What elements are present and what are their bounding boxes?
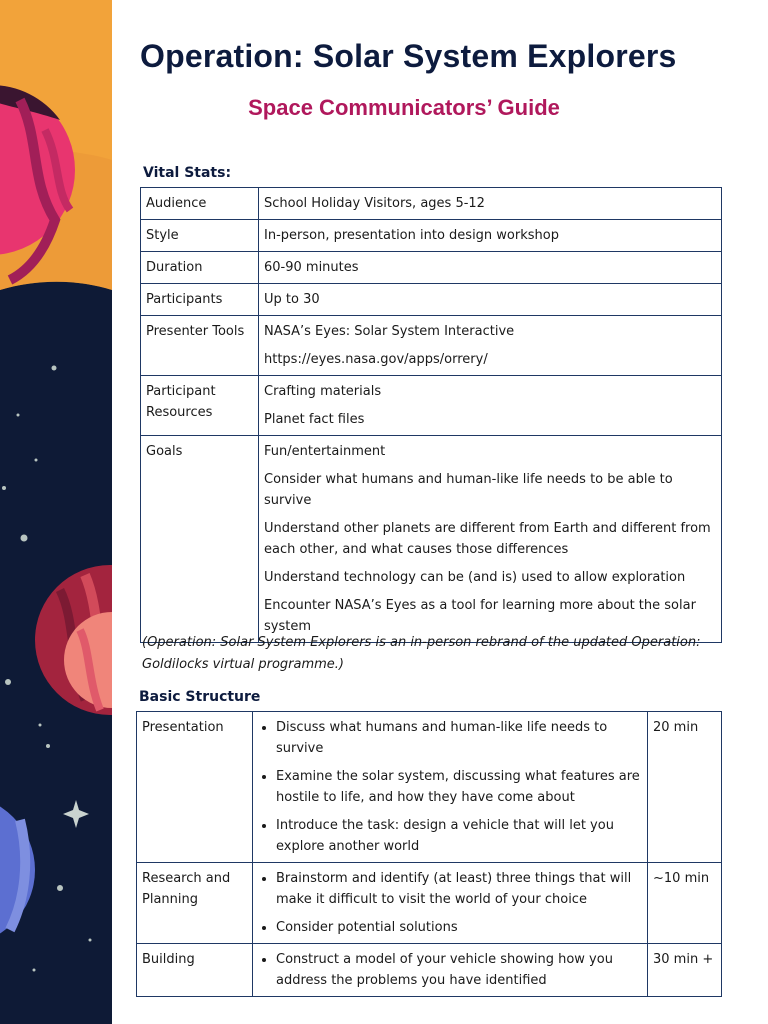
stat-value xyxy=(259,316,722,376)
stat-label: Presenter Tools xyxy=(141,316,259,376)
stat-value-line: Understand other planets are different from Earth and different from each other, and what causes those differences xyxy=(264,521,711,557)
stat-label: Goals xyxy=(141,436,259,643)
stage-time: ~10 min xyxy=(648,863,722,944)
stat-value-line: Crafting materials xyxy=(264,384,382,399)
table-row xyxy=(141,252,722,284)
list-item: • Examine the solar system, discussing what features are hostile to life, and how they have come about xyxy=(276,766,643,808)
document-content xyxy=(112,0,768,1024)
table-row xyxy=(141,376,722,436)
stat-label: Audience xyxy=(141,188,259,220)
stat-value-line: NASA’s Eyes: Solar System Interactive xyxy=(264,324,515,339)
vital-stats-table xyxy=(140,187,722,643)
stat-value-line: Planet fact files xyxy=(264,412,365,427)
stat-value-line: Encounter NASA’s Eyes as a tool for learning more about the solar system xyxy=(264,598,696,634)
rebrand-note: (Operation: Solar System Explorers is an in-person rebrand of the updated Operation: Goldilocks virtual programme.) xyxy=(142,635,701,672)
list-item: • Brainstorm and identify (at least) three things that will make it difficult to visit the world of your choice xyxy=(276,868,643,910)
stage-name: Building xyxy=(137,944,253,997)
stat-label: Participant Resources xyxy=(141,376,259,436)
activity-list xyxy=(258,868,643,938)
stage-name: Research and Planning xyxy=(137,863,253,944)
table-row xyxy=(141,188,722,220)
stat-value-line: 60-90 minutes xyxy=(264,260,359,275)
space-illustration xyxy=(0,0,112,1024)
stat-value xyxy=(259,284,722,316)
stage-activities xyxy=(253,712,648,863)
stage-name: Presentation xyxy=(137,712,253,863)
table-row xyxy=(141,316,722,376)
page-subtitle: Space Communicators’ Guide xyxy=(248,95,560,120)
list-item: • Discuss what humans and human-like life needs to survive xyxy=(276,717,643,759)
stage-time: 30 min + xyxy=(648,944,722,997)
activity-list xyxy=(258,717,643,857)
table-row xyxy=(141,220,722,252)
stat-value xyxy=(259,252,722,284)
table-row xyxy=(141,436,722,643)
stat-value-line: In-person, presentation into design workshop xyxy=(264,228,559,243)
stat-label: Duration xyxy=(141,252,259,284)
stat-value xyxy=(259,220,722,252)
stat-value-line: https://eyes.nasa.gov/apps/orrery/ xyxy=(264,352,488,367)
basic-structure-table xyxy=(136,711,722,997)
stat-value-line: Up to 30 xyxy=(264,292,320,307)
list-item: • Introduce the task: design a vehicle that will let you explore another world xyxy=(276,815,643,857)
stage-activities xyxy=(253,944,648,997)
basic-structure-heading: Basic Structure xyxy=(139,689,261,705)
table-row xyxy=(137,863,722,944)
activity-list xyxy=(258,949,643,991)
list-item: • Consider potential solutions xyxy=(276,917,643,938)
stage-time: 20 min xyxy=(648,712,722,863)
stat-value-line: School Holiday Visitors, ages 5-12 xyxy=(264,196,485,211)
stat-label: Style xyxy=(141,220,259,252)
stat-value xyxy=(259,436,722,643)
page-title: Operation: Solar System Explorers xyxy=(140,38,677,74)
stat-value xyxy=(259,376,722,436)
stat-label: Participants xyxy=(141,284,259,316)
table-row xyxy=(137,712,722,863)
table-row xyxy=(137,944,722,997)
stat-value-line: Consider what humans and human-like life needs to be able to survive xyxy=(264,472,673,508)
vital-stats-heading: Vital Stats: xyxy=(143,165,232,181)
list-item: • Construct a model of your vehicle showing how you address the problems you have identified xyxy=(276,949,643,991)
stat-value xyxy=(259,188,722,220)
stat-value-line: Fun/entertainment xyxy=(264,444,386,459)
stage-activities xyxy=(253,863,648,944)
table-row xyxy=(141,284,722,316)
stat-value-line: Understand technology can be (and is) used to allow exploration xyxy=(264,570,686,585)
